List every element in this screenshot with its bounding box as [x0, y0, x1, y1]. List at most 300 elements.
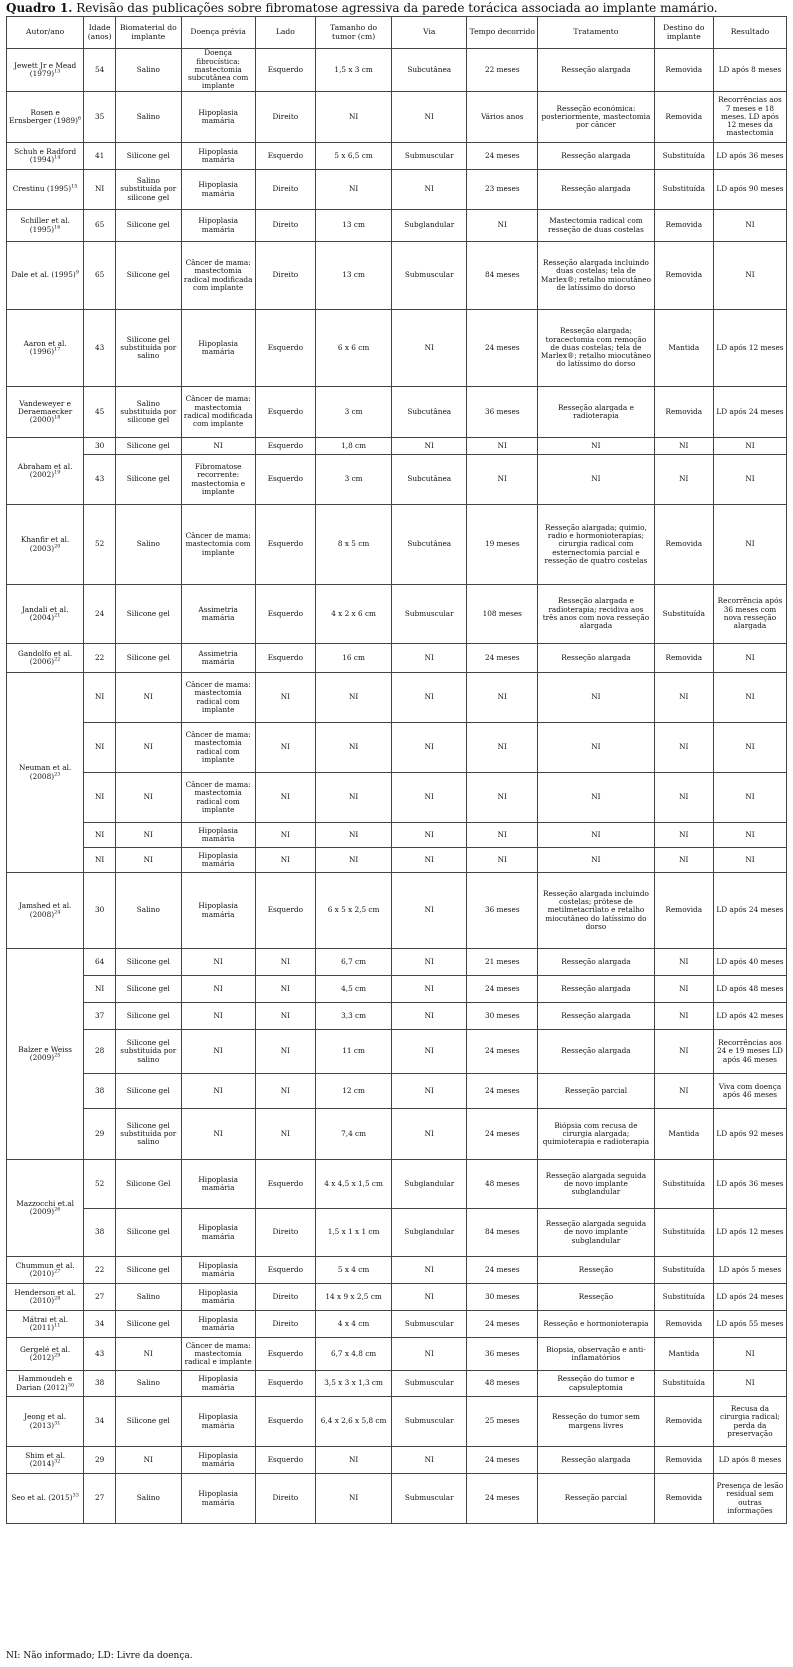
table-cell: Removida: [654, 873, 713, 949]
table-cell: Removida: [654, 387, 713, 438]
table-cell: LD após 8 meses: [713, 1447, 786, 1474]
author-cell: [7, 1284, 84, 1311]
table-cell: NI: [713, 723, 786, 773]
author-name: Dale et al. (1995): [11, 270, 76, 280]
table-cell: Salino: [116, 1474, 182, 1524]
table-cell: LD após 24 meses: [713, 873, 786, 949]
table-cell: LD após 36 meses: [713, 143, 786, 170]
table-cell: Hipoplasia mamária: [181, 210, 255, 242]
author-cell: [7, 1447, 84, 1474]
table-cell: LD após 90 meses: [713, 170, 786, 210]
table-row: [7, 585, 787, 644]
table-cell: 6 x 5 x 2,5 cm: [316, 873, 392, 949]
author-name: Neuman et al. (2008): [18, 763, 72, 781]
table-cell: LD após 24 meses: [713, 387, 786, 438]
table-row: [7, 723, 787, 773]
table-cell: Silicone gel: [116, 1074, 182, 1109]
table-cell: NI: [538, 438, 654, 455]
header-age: Idade (anos): [84, 17, 116, 49]
table-cell: 48 meses: [467, 1371, 538, 1397]
table-cell: NI: [467, 455, 538, 505]
author-cell: [7, 1474, 84, 1524]
author-cell: [7, 92, 84, 143]
author-name: Mazzocchi et.al (2009): [16, 1198, 74, 1216]
table-cell: 4 x 4 cm: [316, 1311, 392, 1338]
table-cell: 27: [84, 1284, 116, 1311]
table-cell: Resseção alargada e radioterapia: [538, 387, 654, 438]
table-cell: NI: [392, 1284, 467, 1311]
table-cell: NI: [392, 1338, 467, 1371]
table-cell: LD após 40 meses: [713, 949, 786, 976]
table-cell: 21 meses: [467, 949, 538, 976]
author-cell: [7, 585, 84, 644]
table-cell: 4,5 cm: [316, 976, 392, 1003]
table-cell: NI: [316, 92, 392, 143]
author-name: Vandeweyer e Deraemaecker (2000): [18, 398, 73, 425]
table-row: [7, 1209, 787, 1257]
table-cell: Direito: [255, 242, 315, 310]
header-route: Via: [392, 17, 467, 49]
table-cell: Silicone gel: [116, 1257, 182, 1284]
table-cell: Subcutânea: [392, 387, 467, 438]
table-cell: NI: [392, 873, 467, 949]
table-cell: NI: [392, 1257, 467, 1284]
table-cell: Resseção alargada seguida de novo implante subglandular: [538, 1160, 654, 1209]
author-ref: 27: [54, 1268, 61, 1275]
table-cell: Resseção alargada: [538, 1447, 654, 1474]
table-cell: NI: [255, 823, 315, 848]
table-cell: 6,7 cm: [316, 949, 392, 976]
table-cell: NI: [84, 848, 116, 873]
author-ref: 15: [71, 183, 78, 190]
table-cell: Removida: [654, 92, 713, 143]
author-name: Gergelé et al. (2012): [20, 1344, 71, 1362]
table-cell: 8 x 5 cm: [316, 505, 392, 585]
table-cell: Removida: [654, 1397, 713, 1447]
table-cell: 24 meses: [467, 143, 538, 170]
table-cell: NI: [713, 438, 786, 455]
table-cell: NI: [538, 673, 654, 723]
table-row: [7, 1257, 787, 1284]
author-cell: [7, 242, 84, 310]
table-cell: Salino: [116, 1284, 182, 1311]
table-cell: Submuscular: [392, 1371, 467, 1397]
author-name: Jandali et al. (2004): [21, 604, 69, 622]
table-cell: Esquerdo: [255, 143, 315, 170]
table-cell: 24 meses: [467, 1030, 538, 1074]
table-cell: NI: [654, 1003, 713, 1030]
table-row: [7, 1284, 787, 1311]
table-cell: NI: [316, 1447, 392, 1474]
table-cell: 22: [84, 1257, 116, 1284]
table-cell: 65: [84, 210, 116, 242]
author-ref: 32: [54, 1458, 61, 1465]
table-cell: Silicone gel: [116, 1311, 182, 1338]
table-cell: 30: [84, 438, 116, 455]
table-cell: NI: [654, 438, 713, 455]
table-cell: Salino substituída por silicone gel: [116, 387, 182, 438]
table-cell: Silicone gel: [116, 976, 182, 1003]
table-cell: 108 meses: [467, 585, 538, 644]
table-cell: Removida: [654, 644, 713, 673]
author-cell: [7, 49, 84, 92]
table-cell: NI: [392, 1109, 467, 1160]
author-ref: 11: [54, 1322, 61, 1329]
table-cell: Direito: [255, 1209, 315, 1257]
table-cell: NI: [654, 976, 713, 1003]
table-cell: NI: [713, 505, 786, 585]
table-cell: Direito: [255, 1311, 315, 1338]
author-cell: [7, 1311, 84, 1338]
table-cell: Viva com doença após 46 meses: [713, 1074, 786, 1109]
table-cell: Esquerdo: [255, 455, 315, 505]
table-cell: NI: [713, 773, 786, 823]
author-name: Henderson et al. (2010): [14, 1287, 76, 1305]
table-cell: Removida: [654, 242, 713, 310]
table-cell: NI: [538, 773, 654, 823]
table-cell: Submuscular: [392, 1397, 467, 1447]
table-cell: Removida: [654, 1474, 713, 1524]
table-cell: Submuscular: [392, 1311, 467, 1338]
table-cell: Hipoplasia mamária: [181, 873, 255, 949]
author-name: Balzer e Weiss (2009): [18, 1044, 72, 1062]
table-row: [7, 143, 787, 170]
table-cell: NI: [392, 1447, 467, 1474]
table-cell: Direito: [255, 170, 315, 210]
table-cell: Mastectomia radical com resseção de duas costelas: [538, 210, 654, 242]
table-row: [7, 1030, 787, 1074]
table-cell: NI: [467, 823, 538, 848]
table-cell: 30: [84, 873, 116, 949]
author-cell: [7, 143, 84, 170]
table-cell: NI: [713, 644, 786, 673]
table-cell: 36 meses: [467, 387, 538, 438]
table-row: [7, 644, 787, 673]
table-cell: NI: [392, 823, 467, 848]
table-cell: NI: [392, 949, 467, 976]
table-cell: 43: [84, 310, 116, 387]
table-cell: NI: [713, 1338, 786, 1371]
table-cell: Recorrências aos 24 e 19 meses LD após 46 meses: [713, 1030, 786, 1074]
table-cell: Substituída: [654, 1284, 713, 1311]
author-ref: 19: [54, 469, 61, 476]
table-cell: NI: [255, 1074, 315, 1109]
table-cell: 4 x 2 x 6 cm: [316, 585, 392, 644]
table-cell: Resseção: [538, 1284, 654, 1311]
table-cell: NI: [467, 210, 538, 242]
table-cell: Resseção alargada; toracectomia com remoção de duas costelas; tela de Marlex®; retalho miocutâneo do latíssimo do dorso: [538, 310, 654, 387]
table-cell: Resseção alargada: [538, 143, 654, 170]
table-cell: NI: [467, 723, 538, 773]
author-ref: 26: [54, 1206, 61, 1213]
table-cell: NI: [316, 773, 392, 823]
table-cell: NI: [255, 773, 315, 823]
table-cell: NI: [654, 949, 713, 976]
header-row: [7, 17, 787, 49]
table-cell: NI: [255, 723, 315, 773]
table-cell: Assimetria mamária: [181, 644, 255, 673]
table-cell: NI: [181, 438, 255, 455]
table-cell: Resseção parcial: [538, 1474, 654, 1524]
table-cell: NI: [654, 1074, 713, 1109]
table-cell: Assimetria mamária: [181, 585, 255, 644]
caption-label: Quadro 1.: [6, 1, 73, 15]
table-cell: Câncer de mama: mastectomia radical com implante: [181, 773, 255, 823]
review-table: [6, 16, 787, 1524]
table-cell: NI: [255, 949, 315, 976]
author-ref: 21: [54, 612, 61, 619]
table-cell: Substituída: [654, 585, 713, 644]
table-cell: NI: [316, 723, 392, 773]
table-cell: Silicone gel: [116, 1397, 182, 1447]
table-cell: NI: [538, 823, 654, 848]
table-cell: 38: [84, 1209, 116, 1257]
table-cell: Subcutânea: [392, 505, 467, 585]
table-row: [7, 1447, 787, 1474]
table-cell: Silicone gel: [116, 210, 182, 242]
author-name: Hammoudeh e Darian (2012): [16, 1374, 73, 1392]
table-cell: NI: [538, 848, 654, 873]
table-cell: LD após 55 meses: [713, 1311, 786, 1338]
table-cell: Hipoplasia mamária: [181, 1311, 255, 1338]
table-row: [7, 505, 787, 585]
table-cell: NI: [467, 773, 538, 823]
table-cell: 54: [84, 49, 116, 92]
table-row: [7, 1397, 787, 1447]
table-row: [7, 438, 787, 455]
table-cell: NI: [654, 673, 713, 723]
table-cell: 84 meses: [467, 1209, 538, 1257]
table-cell: 1,5 x 3 cm: [316, 49, 392, 92]
author-ref: 18: [54, 414, 61, 421]
table-cell: NI: [255, 1003, 315, 1030]
table-cell: Subglandular: [392, 210, 467, 242]
table-cell: 4 x 4,5 x 1,5 cm: [316, 1160, 392, 1209]
author-cell: [7, 438, 84, 505]
table-cell: NI: [392, 1003, 467, 1030]
table-cell: 7,4 cm: [316, 1109, 392, 1160]
table-cell: Removida: [654, 49, 713, 92]
author-name: Chummun et al. (2010): [15, 1260, 75, 1278]
table-cell: Silicone gel substituída por salino: [116, 1030, 182, 1074]
table-row: [7, 1074, 787, 1109]
table-row: [7, 1474, 787, 1524]
caption-text: Revisão das publicações sobre fibromatose agressiva da parede torácica associada ao implante mamário.: [72, 1, 718, 15]
table-cell: Câncer de mama: mastectomia com implante: [181, 505, 255, 585]
table-cell: NI: [713, 242, 786, 310]
table-cell: LD após 12 meses: [713, 1209, 786, 1257]
table-cell: Vários anos: [467, 92, 538, 143]
table-cell: LD após 24 meses: [713, 1284, 786, 1311]
table-cell: 14 x 9 x 2,5 cm: [316, 1284, 392, 1311]
table-cell: 23 meses: [467, 170, 538, 210]
table-cell: Câncer de mama: mastectomia radical e implante: [181, 1338, 255, 1371]
table-cell: 24 meses: [467, 310, 538, 387]
table-cell: Câncer de mama: mastectomia radical com implante: [181, 673, 255, 723]
table-cell: NI: [116, 1447, 182, 1474]
table-cell: 3 cm: [316, 455, 392, 505]
table-cell: Substituída: [654, 143, 713, 170]
table-cell: NI: [116, 823, 182, 848]
table-cell: Esquerdo: [255, 505, 315, 585]
author-name: Shim et al. (2014): [25, 1450, 66, 1468]
table-cell: Hipoplasia mamária: [181, 1257, 255, 1284]
header-tumor-size: Tamanho do tumor (cm): [316, 17, 392, 49]
table-cell: NI: [654, 823, 713, 848]
table-cell: 65: [84, 242, 116, 310]
author-name: Aaron et al. (1996): [23, 338, 67, 356]
author-name: Schiller et al. (1995): [20, 216, 70, 234]
author-name: Gandolfo et al. (2006): [17, 648, 73, 666]
table-cell: Câncer de mama: mastectomia radical com implante: [181, 723, 255, 773]
table-row: [7, 1160, 787, 1209]
table-row: [7, 49, 787, 92]
table-cell: LD após 5 meses: [713, 1257, 786, 1284]
table-cell: Silicone gel substituída por salino: [116, 310, 182, 387]
table-cell: Silicone Gel: [116, 1160, 182, 1209]
table-row: [7, 1338, 787, 1371]
table-cell: NI: [538, 455, 654, 505]
table-cell: 36 meses: [467, 873, 538, 949]
author-name: Crestinu (1995): [12, 184, 72, 194]
header-side: Lado: [255, 17, 315, 49]
table-cell: Resseção alargada: [538, 1030, 654, 1074]
table-cell: 35: [84, 92, 116, 143]
table-cell: 52: [84, 505, 116, 585]
table-cell: NI: [392, 673, 467, 723]
table-cell: Resseção alargada: [538, 644, 654, 673]
table-cell: Recorrências aos 7 meses e 18 meses. LD após 12 meses da mastectomia: [713, 92, 786, 143]
table-cell: 52: [84, 1160, 116, 1209]
table-cell: 24 meses: [467, 1257, 538, 1284]
table-cell: Recusa da cirurgia radical; perda da preservação: [713, 1397, 786, 1447]
table-cell: NI: [84, 976, 116, 1003]
table-cell: Esquerdo: [255, 49, 315, 92]
table-cell: NI: [713, 1371, 786, 1397]
table-row: [7, 455, 787, 505]
table-cell: NI: [181, 1003, 255, 1030]
table-cell: 3,5 x 3 x 1,3 cm: [316, 1371, 392, 1397]
table-cell: Salino substituída por silicone gel: [116, 170, 182, 210]
table-cell: Esquerdo: [255, 1257, 315, 1284]
table-cell: 1,5 x 1 x 1 cm: [316, 1209, 392, 1257]
table-cell: Resseção alargada e radioterapia; recidiva aos três anos com nova resseção alargada: [538, 585, 654, 644]
table-cell: Salino: [116, 873, 182, 949]
table-cell: NI: [538, 723, 654, 773]
table-cell: 29: [84, 1447, 116, 1474]
header-biomaterial: Biomaterial do implante: [116, 17, 182, 49]
table-cell: Substituída: [654, 1209, 713, 1257]
table-cell: NI: [316, 848, 392, 873]
header-author: Autor/ano: [7, 17, 84, 49]
table-row: [7, 387, 787, 438]
author-name: Jamshed et al. (2008): [18, 901, 72, 919]
author-ref: 30: [67, 1382, 75, 1389]
author-ref: 17: [54, 346, 61, 353]
table-cell: Salino: [116, 1371, 182, 1397]
table-cell: LD após 42 meses: [713, 1003, 786, 1030]
table-cell: NI: [316, 673, 392, 723]
table-cell: Substituída: [654, 1257, 713, 1284]
table-cell: 5 x 6,5 cm: [316, 143, 392, 170]
table-cell: NI: [84, 170, 116, 210]
table-cell: Submuscular: [392, 242, 467, 310]
table-cell: Esquerdo: [255, 1338, 315, 1371]
table-cell: Hipoplasia mamária: [181, 1474, 255, 1524]
table-cell: LD após 12 meses: [713, 310, 786, 387]
table-cell: Silicone gel: [116, 949, 182, 976]
table-cell: Resseção do tumor sem margens livres: [538, 1397, 654, 1447]
table-cell: Biópsia com recusa de cirurgia alargada; quimioterapia e radioterapia: [538, 1109, 654, 1160]
table-cell: Esquerdo: [255, 1397, 315, 1447]
table-cell: 64: [84, 949, 116, 976]
table-cell: Hipoplasia mamária: [181, 1209, 255, 1257]
table-cell: Resseção e hormonioterapia: [538, 1311, 654, 1338]
table-cell: Hipoplasia mamária: [181, 310, 255, 387]
table-cell: 36 meses: [467, 1338, 538, 1371]
author-ref: 24: [54, 909, 61, 916]
table-cell: 29: [84, 1109, 116, 1160]
header-prior-disease: Doença prévia: [181, 17, 255, 49]
table-body: [7, 49, 787, 1524]
table-cell: 24: [84, 585, 116, 644]
table-cell: LD após 36 meses: [713, 1160, 786, 1209]
table-row: [7, 1003, 787, 1030]
table-row: [7, 310, 787, 387]
table-cell: Substituída: [654, 170, 713, 210]
author-cell: [7, 310, 84, 387]
table-cell: 25 meses: [467, 1397, 538, 1447]
table-row: [7, 823, 787, 848]
table-cell: 22: [84, 644, 116, 673]
table-cell: NI: [654, 455, 713, 505]
table-cell: NI: [392, 438, 467, 455]
table-cell: Esquerdo: [255, 1447, 315, 1474]
header-elapsed-time: Tempo decorrido: [467, 17, 538, 49]
table-cell: 3 cm: [316, 387, 392, 438]
table-cell: Subcutânea: [392, 49, 467, 92]
table-cell: Recorrência após 36 meses com nova resseção alargada: [713, 585, 786, 644]
table-cell: Hipoplasia mamária: [181, 1284, 255, 1311]
table-cell: NI: [316, 170, 392, 210]
author-ref: 20: [54, 543, 61, 550]
author-cell: [7, 644, 84, 673]
table-cell: Câncer de mama: mastectomia radical modificada com implante: [181, 242, 255, 310]
table-cell: 6,4 x 2,6 x 5,8 cm: [316, 1397, 392, 1447]
table-cell: 38: [84, 1371, 116, 1397]
table-cell: NI: [713, 823, 786, 848]
author-name: Rosen e Ernsberger (1989): [9, 107, 78, 125]
table-row: [7, 1311, 787, 1338]
table-cell: NI: [392, 1030, 467, 1074]
table-cell: NI: [392, 170, 467, 210]
header-implant-fate: Destino do implante: [654, 17, 713, 49]
table-cell: Salino: [116, 92, 182, 143]
author-name: Jewett Jr e Mead (1979): [14, 60, 77, 78]
author-name: Jeong et al. (2013): [24, 1412, 67, 1430]
table-cell: Resseção: [538, 1257, 654, 1284]
table-cell: Silicone gel: [116, 585, 182, 644]
table-cell: 24 meses: [467, 1311, 538, 1338]
author-cell: [7, 949, 84, 1160]
author-ref: 31: [54, 1420, 61, 1427]
table-cell: Silicone gel: [116, 143, 182, 170]
table-cell: Substituída: [654, 1160, 713, 1209]
table-cell: 24 meses: [467, 1447, 538, 1474]
table-cell: Resseção económica: posteriormente, mastectomia por câncer: [538, 92, 654, 143]
table-cell: Direito: [255, 210, 315, 242]
table-cell: 24 meses: [467, 1109, 538, 1160]
